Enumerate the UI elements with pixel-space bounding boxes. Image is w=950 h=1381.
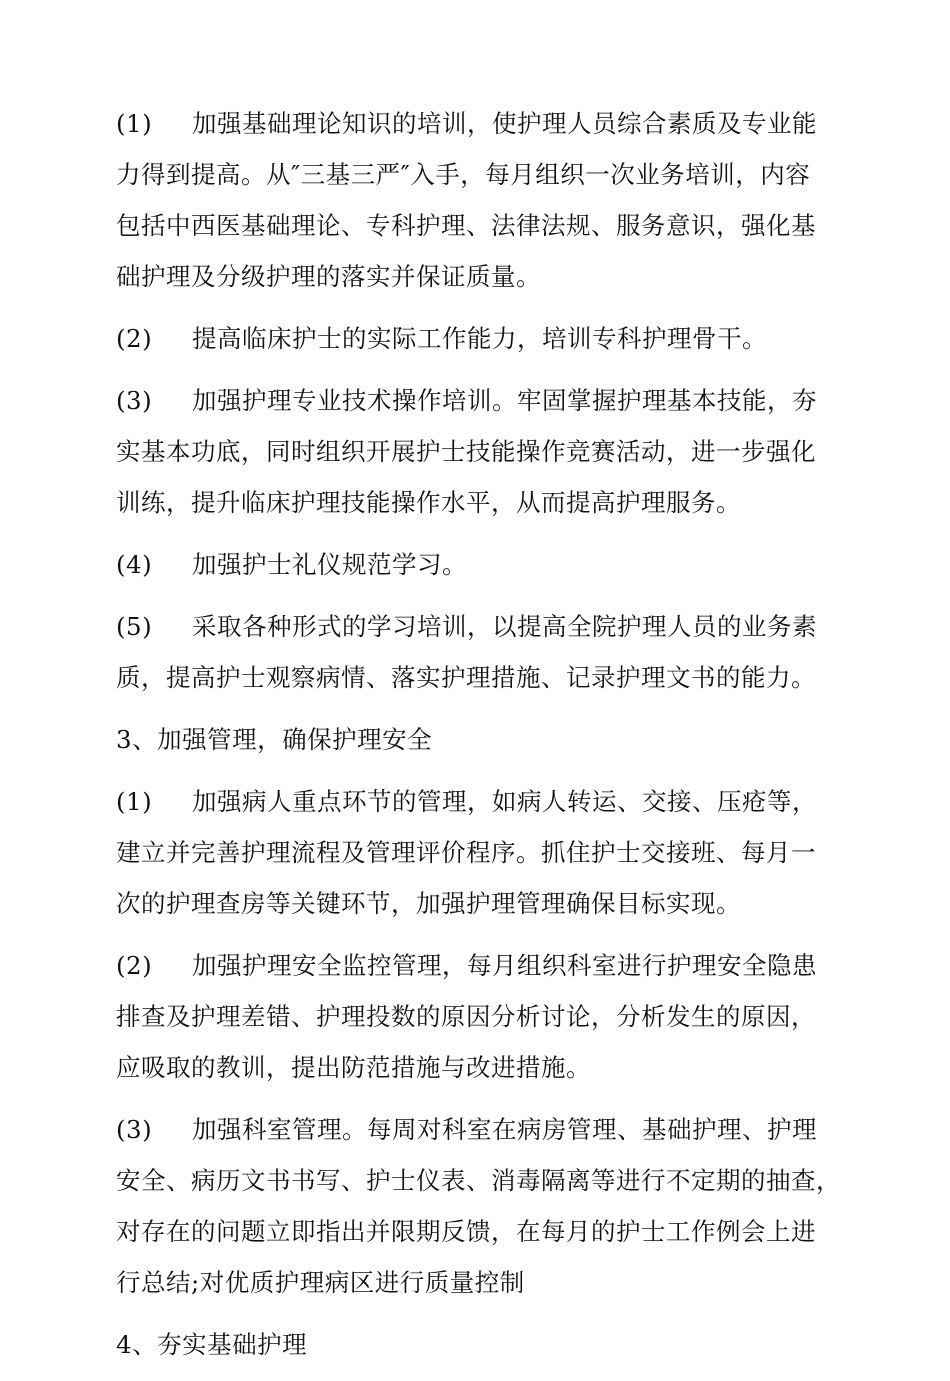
list-item <box>116 98 846 302</box>
text-line <box>116 98 846 149</box>
text-line <box>116 375 846 426</box>
item-number: (1) <box>116 787 153 816</box>
list-item <box>116 776 846 929</box>
text-line <box>116 601 846 652</box>
item-number: (3) <box>116 386 153 415</box>
list-item <box>116 601 846 703</box>
item-number: (4) <box>116 550 153 579</box>
text-line: 应吸取的教训，提出防范措施与改进措施。 <box>116 1053 591 1082</box>
item-number: (2) <box>116 324 153 353</box>
text-line: 包括中西医基础理论、专科护理、法律法规、服务意识，强化基 <box>116 211 816 240</box>
section-4-heading: 4、夯实基础护理 <box>116 1330 308 1359</box>
text-line: 排查及护理差错、护理投数的原因分析讨论，分析发生的原因， <box>116 1002 816 1031</box>
text-line: 力得到提高。从″三基三严″入手，每月组织一次业务培训，内容 <box>116 160 811 189</box>
text-line: 对存在的问题立即指出并限期反馈，在每月的护士工作例会上进 <box>116 1217 816 1246</box>
item-text: 加强科室管理。每周对科室在病房管理、基础护理、护理 <box>192 1115 817 1144</box>
text-line: 础护理及分级护理的落实并保证质量。 <box>116 262 541 291</box>
item-text: 提高临床护士的实际工作能力，培训专科护理骨干。 <box>192 324 767 353</box>
item-text: 加强护士礼仪规范学习。 <box>192 550 467 579</box>
document-body <box>116 98 846 1381</box>
text-line: 训练，提升临床护理技能操作水平，从而提高护理服务。 <box>116 488 741 517</box>
text-line <box>116 539 846 590</box>
text-line: 实基本功底，同时组织开展护士技能操作竞赛活动，进一步强化 <box>116 437 816 466</box>
item-number: (2) <box>116 951 153 980</box>
item-text: 采取各种形式的学习培训，以提高全院护理人员的业务素 <box>192 612 817 641</box>
item-number: (3) <box>116 1115 153 1144</box>
text-line: 行总结;对优质护理病区进行质量控制 <box>116 1268 525 1297</box>
item-text: 加强护理安全监控管理，每月组织科室进行护理安全隐患 <box>192 951 817 980</box>
text-line: 安全、病历文书书写、护士仪表、消毒隔离等进行不定期的抽查， <box>116 1166 841 1195</box>
list-item <box>116 1104 846 1308</box>
list-item <box>116 539 846 590</box>
section-heading <box>116 1319 846 1370</box>
list-item <box>116 313 846 364</box>
item-text: 加强基础理论知识的培训，使护理人员综合素质及专业能 <box>192 109 817 138</box>
list-item <box>116 375 846 528</box>
text-line: 建立并完善护理流程及管理评价程序。抓住护士交接班、每月一 <box>116 838 816 867</box>
text-line: 次的护理查房等关键环节，加强护理管理确保目标实现。 <box>116 889 741 918</box>
item-text: 加强护理专业技术操作培训。牢固掌握护理基本技能，夯 <box>192 386 817 415</box>
text-line <box>116 940 846 991</box>
item-number: (5) <box>116 612 153 641</box>
section-heading <box>116 714 846 765</box>
text-line <box>116 776 846 827</box>
item-text: 加强病人重点环节的管理，如病人转运、交接、压疮等， <box>192 787 817 816</box>
text-line <box>116 1104 846 1155</box>
section-3-heading: 3、加强管理，确保护理安全 <box>116 725 433 754</box>
list-item <box>116 940 846 1093</box>
text-line: 质，提高护士观察病情、落实护理措施、记录护理文书的能力。 <box>116 663 816 692</box>
item-number: (1) <box>116 109 153 138</box>
text-line <box>116 313 846 364</box>
